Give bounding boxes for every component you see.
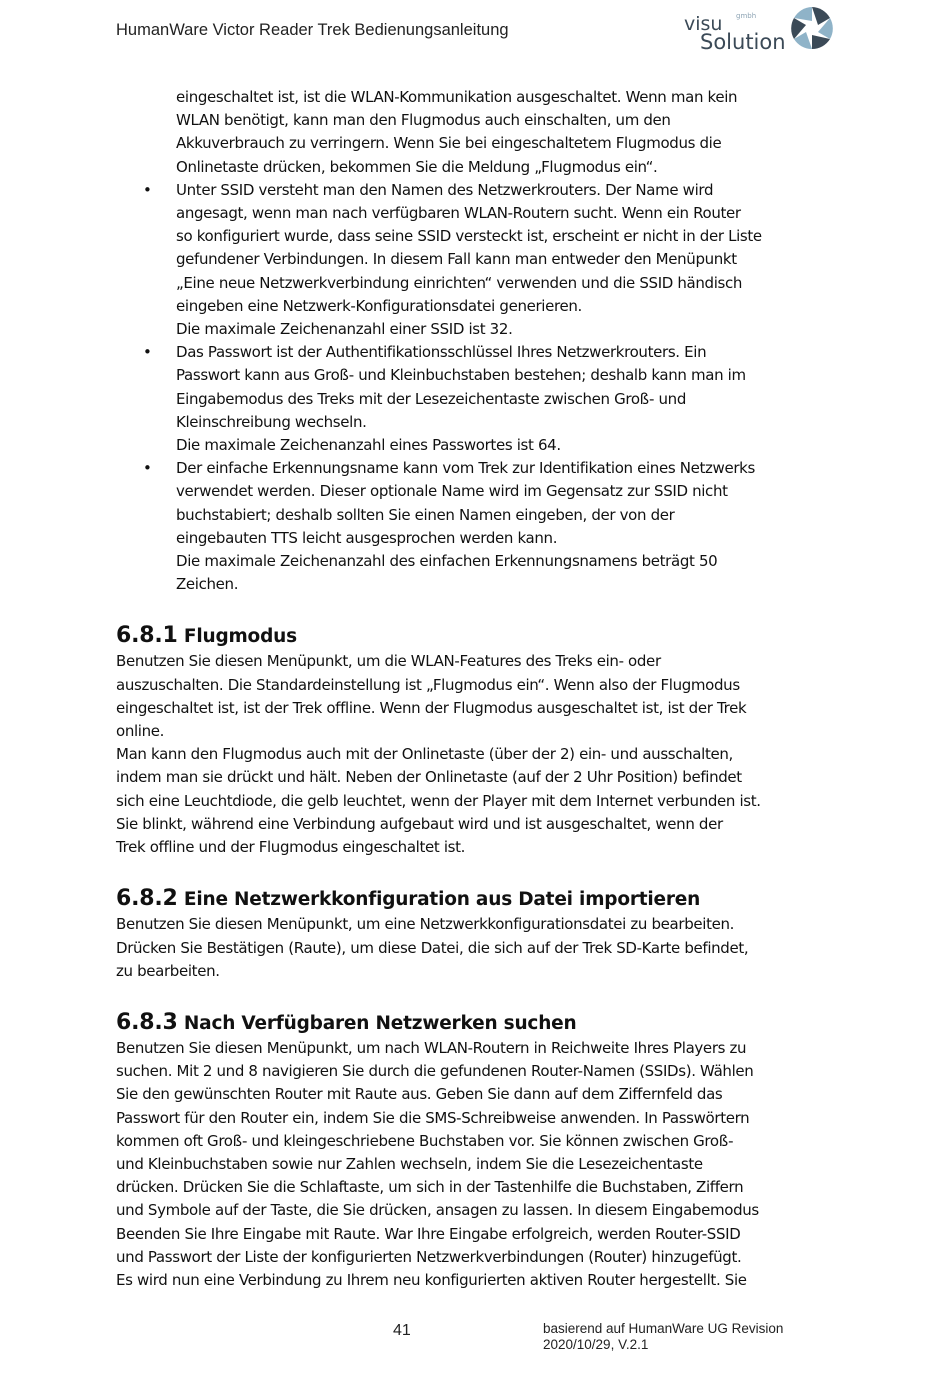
- text-line: kommen oft Groß- und kleingeschriebene Buchstaben vor. Sie können zwischen Groß-: [116, 1131, 734, 1150]
- text-line: Zeichen.: [176, 575, 239, 594]
- text-line: Die maximale Zeichenanzahl eines Passwortes ist 64.: [176, 436, 561, 455]
- text-line: drücken. Drücken Sie die Schlaftaste, um sich in der Tastenhilfe die Buchstaben, Ziffern: [116, 1178, 744, 1197]
- text-line: eingeschaltet ist, ist die WLAN-Kommunikation ausgeschaltet. Wenn man kein: [176, 88, 738, 106]
- text-line: suchen. Mit 2 und 8 navigieren Sie durch die gefundenen Router-Namen (SSIDs). Wählen: [116, 1062, 754, 1081]
- bullet-list: [116, 179, 846, 597]
- text-line: Drücken Sie Bestätigen (Raute), um diese Datei, die sich auf der Trek SD-Karte befindet,: [116, 938, 749, 957]
- revision-note: [543, 1321, 783, 1353]
- document-body: [116, 86, 846, 1292]
- section-number: 6.8.1: [116, 623, 178, 649]
- section-heading: [116, 623, 846, 650]
- text-line: angesagt, wenn man nach verfügbaren WLAN-Routern sucht. Wenn ein Router: [176, 204, 741, 223]
- section-6-8-2: [116, 886, 846, 983]
- continuation-paragraph: [176, 86, 846, 179]
- bullet-item: [116, 179, 846, 341]
- text-line: indem man sie drückt und hält. Neben der Onlinetaste (auf der 2 Uhr Position) befindet: [116, 768, 742, 787]
- text-line: Kleinschreibung wechseln.: [176, 412, 367, 431]
- text-line: Trek offline und der Flugmodus eingeschaltet ist.: [116, 838, 466, 857]
- text-line: „Eine neue Netzwerkverbindung einrichten“ verwenden und die SSID händisch: [176, 273, 743, 292]
- text-line: gefundener Verbindungen. In diesem Fall kann man entweder den Menüpunkt: [176, 250, 737, 269]
- text-line: Benutzen Sie diesen Menüpunkt, um nach WLAN-Routern in Reichweite Ihres Players zu: [116, 1038, 747, 1057]
- text-line: Passwort kann aus Groß- und Kleinbuchstaben bestehen; deshalb kann man im: [176, 366, 746, 385]
- aperture-icon: [790, 6, 834, 50]
- text-line: verwendet werden. Dieser optionale Name wird im Gegensatz zur SSID nicht: [176, 482, 728, 501]
- section-title: Flugmodus: [183, 626, 297, 648]
- logo-text-small: gmbh: [736, 12, 757, 20]
- text-line: zu bearbeiten.: [116, 961, 220, 980]
- logo-text-bottom: Solution: [700, 30, 786, 54]
- text-line: Die maximale Zeichenanzahl des einfachen Erkennungsnamens beträgt 50: [176, 552, 718, 571]
- text-line: Benutzen Sie diesen Menüpunkt, um eine Netzwerkkonfigurationsdatei zu bearbeiten.: [116, 915, 735, 934]
- bullet-item: [116, 341, 846, 457]
- text-line: Sie den gewünschten Router mit Raute aus. Geben Sie dann auf dem Ziffernfeld das: [116, 1085, 723, 1104]
- revision-line-1: basierend auf HumanWare UG Revision: [543, 1321, 784, 1336]
- visusolution-logo-icon: [678, 4, 838, 56]
- text-line: Benutzen Sie diesen Menüpunkt, um die WLAN-Features des Treks ein- oder: [116, 652, 661, 671]
- text-line: Das Passwort ist der Authentifikationsschlüssel Ihres Netzwerkrouters. Ein: [176, 343, 707, 362]
- text-line: Die maximale Zeichenanzahl einer SSID ist 32.: [176, 320, 513, 339]
- text-line: Unter SSID versteht man den Namen des Netzwerkrouters. Der Name wird: [176, 180, 714, 199]
- text-line: Der einfache Erkennungsname kann vom Trek zur Identifikation eines Netzwerks: [176, 459, 755, 478]
- section-heading: [116, 886, 846, 913]
- logo-text-top: visu: [684, 13, 723, 35]
- section-title: Eine Netzwerkkonfiguration aus Datei importieren: [183, 889, 701, 911]
- bullet-dot-icon: •: [143, 180, 152, 199]
- text-line: eingebauten TTS leicht ausgesprochen werden kann.: [176, 528, 558, 547]
- text-line: online.: [116, 722, 165, 741]
- text-line: auszuschalten. Die Standardeinstellung ist „Flugmodus ein“. Wenn also der Flugmodus: [116, 675, 740, 694]
- visusolution-logo: [678, 4, 838, 56]
- section-number: 6.8.2: [116, 886, 178, 912]
- section-6-8-3: [116, 1010, 846, 1292]
- text-line: und Passwort der Liste der konfigurierten Netzwerkverbindungen (Router) hinzugefügt.: [116, 1247, 742, 1266]
- section-paragraph: [116, 913, 846, 983]
- section-6-8-1: [116, 623, 846, 859]
- text-line: Es wird nun eine Verbindung zu Ihrem neu konfigurierten aktiven Router hergestellt. Sie: [116, 1270, 747, 1289]
- text-line: sich eine Leuchtdiode, die gelb leuchtet, wenn der Player mit dem Internet verbunden ist.: [116, 791, 761, 810]
- section-heading: [116, 1010, 846, 1037]
- section-paragraph: [116, 1037, 846, 1292]
- section-paragraph: [116, 650, 846, 859]
- text-line: Beenden Sie Ihre Eingabe mit Raute. War Ihre Eingabe erfolgreich, werden Router-SSID: [116, 1224, 741, 1243]
- text-line: und Kleinbuchstaben sowie nur Zahlen wechseln, indem Sie die Lesezeichentaste: [116, 1154, 703, 1173]
- page-number: 41: [393, 1322, 411, 1339]
- text-line: eingeschaltet ist, ist der Trek offline. Wenn der Flugmodus ausgeschaltet ist, ist der Trek: [116, 698, 747, 717]
- text-line: buchstabiert; deshalb sollten Sie einen Namen eingeben, der von der: [176, 505, 675, 524]
- bullet-dot-icon: •: [143, 343, 152, 362]
- revision-line-2: 2020/10/29, V.2.1: [543, 1337, 649, 1352]
- document-header-title: HumanWare Victor Reader Trek Bedienungsanleitung: [116, 21, 509, 39]
- text-line: Akkuverbrauch zu verringern. Wenn Sie bei eingeschaltetem Flugmodus die: [176, 134, 722, 153]
- text-line: und Symbole auf der Taste, die Sie drücken, ansagen zu lassen. In diesem Eingabemodus: [116, 1201, 759, 1220]
- bullet-item: [116, 457, 846, 596]
- text-line: Eingabemodus des Treks mit der Lesezeichentaste zwischen Groß- und: [176, 389, 687, 408]
- text-line: Sie blinkt, während eine Verbindung aufgebaut wird und ist ausgeschaltet, wenn der: [116, 814, 723, 833]
- section-number: 6.8.3: [116, 1009, 178, 1035]
- text-line: Man kann den Flugmodus auch mit der Onlinetaste (über der 2) ein- und ausschalten,: [116, 745, 733, 764]
- text-line: eingeben eine Netzwerk-Konfigurationsdatei generieren.: [176, 296, 582, 315]
- text-line: Passwort für den Router ein, indem Sie die SMS-Schreibweise anwenden. In Passwörtern: [116, 1108, 750, 1127]
- text-line: so konfiguriert wurde, dass seine SSID versteckt ist, erscheint er nicht in der Liste: [176, 227, 762, 246]
- section-title: Nach Verfügbaren Netzwerken suchen: [183, 1012, 577, 1034]
- bullet-dot-icon: •: [143, 459, 152, 478]
- text-line: Onlinetaste drücken, bekommen Sie die Meldung „Flugmodus ein“.: [176, 157, 658, 176]
- text-line: WLAN benötigt, kann man den Flugmodus auch einschalten, um den: [176, 111, 671, 130]
